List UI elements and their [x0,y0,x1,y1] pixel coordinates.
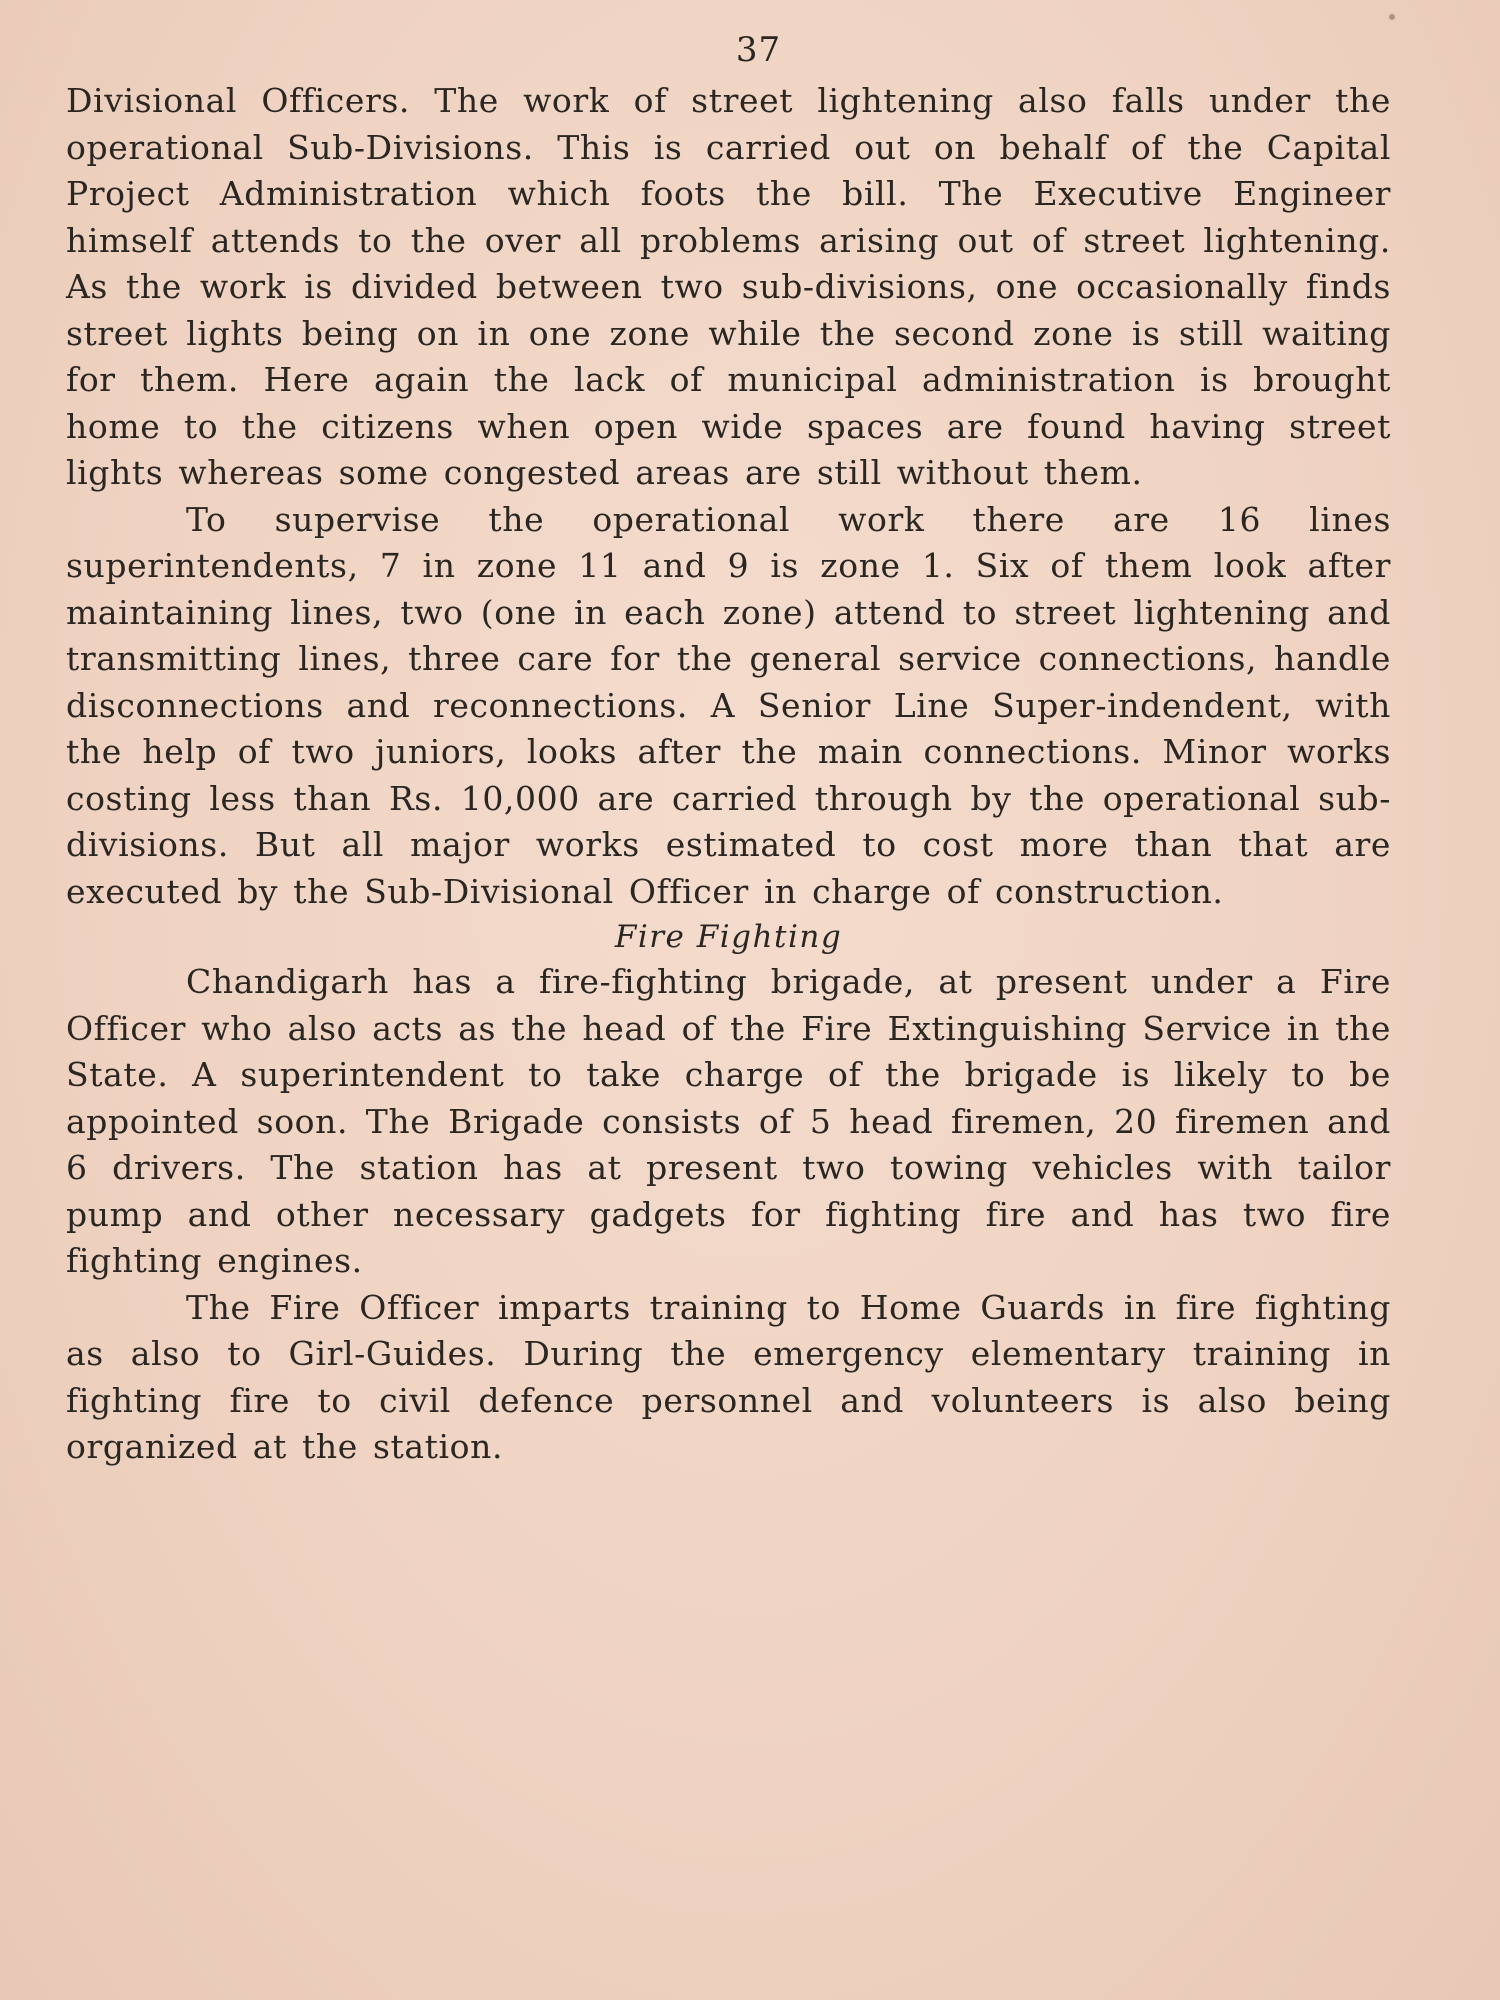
paragraph-line-superintendents: To supervise the operational work there are 16 lines superintendents, 7 in zone 11 and 9 is zone 1. Six of them look after maintaining lines, two (one in each zone) attend to street lightening and transmitting lines, three care for the general service connections, handle disconnections and reconnections. A Senior Line Super-indendent, with the help of two juniors, looks after the main connections. Minor works costing less than Rs. 10,000 are carried through by the operational sub-divisions. But all major works estimated to cost more than that are executed by the Sub-Divisional Officer in charge of construction. [66,499,1391,911]
page-number: 37 [735,30,782,70]
paragraph-street-lighting: Divisional Officers. The work of street lightening also falls under the operational Sub-Divisions. This is carried out on behalf of the Capital Project Administration which foots the bill. The Executive Engineer himself attends to the over all problems arising out of street lightening. As the work is divided between two sub-divisions, one occasionally finds street lights being on in one zone while the second zone is still waiting for them. Here again the lack of municipal administration is brought home to the citizens when open wide spaces are found having street lights whereas some congested areas are still without them. [66,81,1391,492]
document-page [66,30,1391,1471]
paper-speck [1389,14,1395,20]
paragraph-fire-brigade: Chandigarh has a fire-fighting brigade, at present under a Fire Officer who also acts as the head of the Fire Extinguishing Service in the State. A superintendent to take charge of the brigade is likely to be appointed soon. The Brigade consists of 5 head firemen, 20 firemen and 6 drivers. The station has at present two towing vehicles with tailor pump and other necessary gadgets for fighting fire and has two fire fighting engines. [66,962,1391,1280]
paragraph-fire-training: The Fire Officer imparts training to Home Guards in fire fighting as also to Girl-Guides. During the emergency elementary training in fighting fire to civil defence personnel and volunteers is also being organized at the station. [66,1287,1391,1466]
section-heading-fire-fighting: Fire Fighting [614,919,843,955]
